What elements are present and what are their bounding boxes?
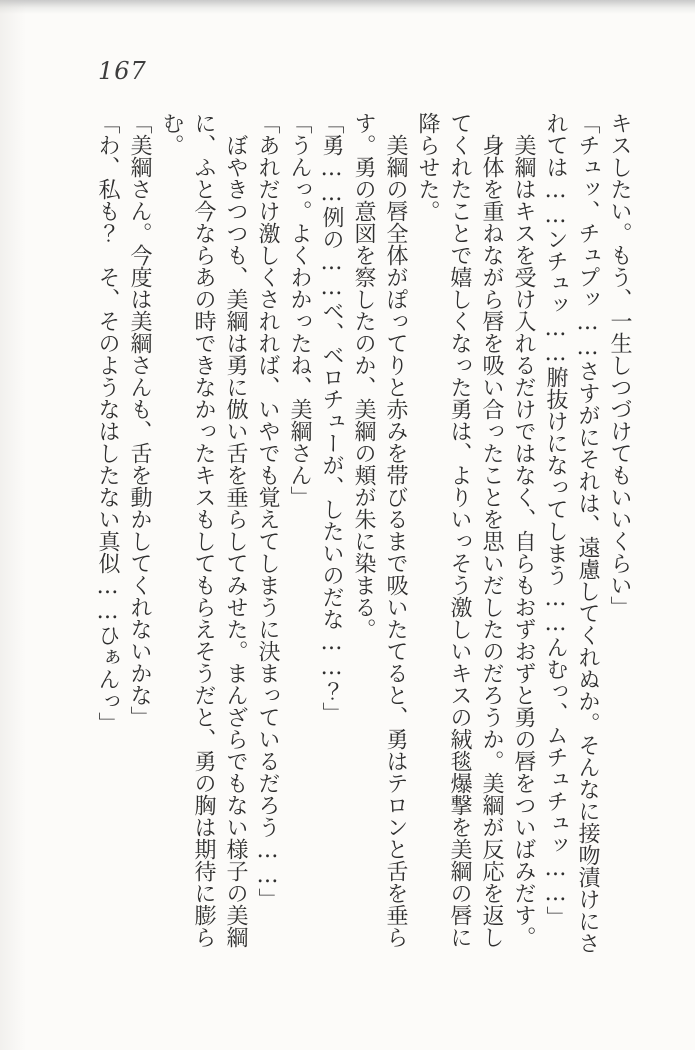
scan-edge-shadow xyxy=(0,0,695,14)
paragraph: 「勇……例の……ベ、ベロチューが、したいのだな……？」 xyxy=(319,112,344,724)
page-number: 167 xyxy=(98,57,147,85)
paragraph: 身体を重ねながら唇を吸い合ったことを思いだしたのだろうか。美綱が反応を返してくれたことで嬉しくなった勇は、よりいっそう激しいキスの絨毯爆撃を美綱の唇に降らせた。 xyxy=(415,112,504,948)
paper-left-vignette xyxy=(0,0,26,1050)
paragraph: ぼやきつつも、美綱は勇に倣い舌を垂らしてみせた。まんざらでもない様子の美綱に、ふと今ならあの時できなかったキスもしてもらえそうだと、勇の胸は期待に膨らむ。 xyxy=(159,112,248,948)
paragraph: 「わ、私も？ そ、そのようなはしたない真似……ひぁんっ」 xyxy=(95,112,120,734)
paragraph: 「あれだけ激しくされれば、いやでも覚えてしまうに決まっているだろう……」 xyxy=(255,112,280,910)
paragraph: 「美綱さん。今度は美綱さんも、舌を動かしてくれないかな」 xyxy=(127,112,152,728)
paragraph: 「うんっ。よくわかったね、美綱さん」 xyxy=(287,112,312,508)
paragraph: 「チュッ、チュプッ……さすがにそれは、遠慮してくれぬか。そんなに接吻漬けにされては……ンチュッ……腑抜けになってしまう……んむっ、ムチュチュッ……」 xyxy=(543,112,600,954)
paragraph: 美綱の唇全体がぽってりと赤みを帯びるまで吸いたてると、勇はテロンと舌を垂らす。勇の意図を察したのか、美綱の頬が朱に染まる。 xyxy=(351,112,408,948)
paragraph: 美綱はキスを受け入れるだけではなく、自らもおずおずと勇の唇をついばみだす。 xyxy=(511,134,536,948)
novel-text-block xyxy=(89,112,635,960)
paragraph: キスしたい。もう、一生しつづけてもいいくらい」 xyxy=(607,112,632,618)
